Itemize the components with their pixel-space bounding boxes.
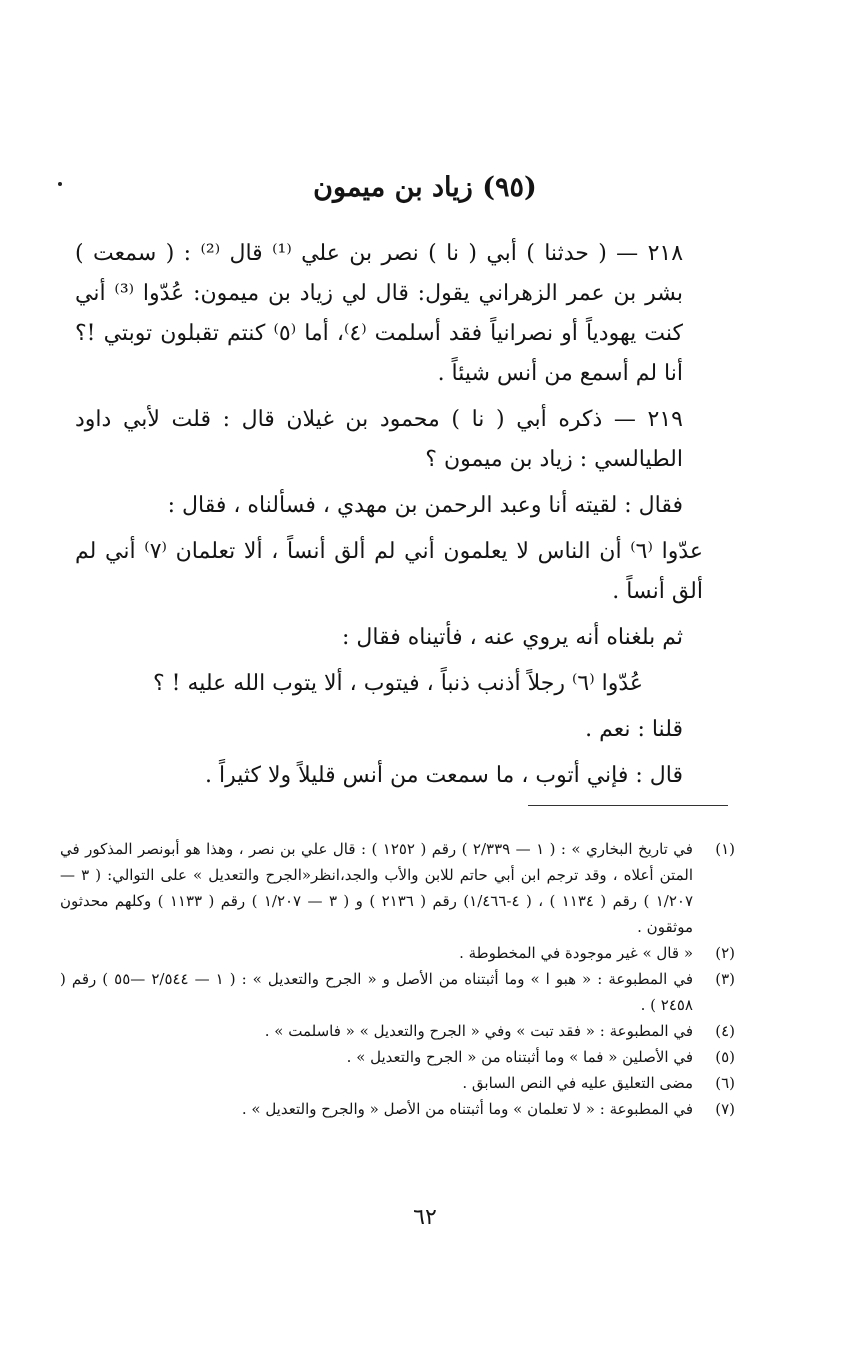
footnote-item <box>60 1018 735 1044</box>
footnote-text: في المطبوعة : « لا تعلمان » وما أثبتناه من الأصل « والجرح والتعديل » . <box>241 1100 693 1118</box>
footnote-item <box>60 1096 735 1122</box>
main-text <box>75 234 703 802</box>
footnote-number: (٣) <box>715 970 735 988</box>
footnote-text: في المطبوعة : « هبو ا » وما أثبتناه من الأصل و « الجرح والتعديل » : ( ١ — ٢/٥٤٤ —٥٥ ) رقم ( ٢٤٥٨ ) . <box>60 970 694 1014</box>
paragraph-answer: فقال : لقيته أنا وعبد الرحمن بن مهدي ، فسألناه ، فقال : <box>167 493 683 518</box>
paragraph-219: ٢١٩ — ذكره أبي ( نا ) محمود بن غيلان قال : قلت لأبي داود الطيالسي : زياد بن ميمون ؟ <box>75 407 683 472</box>
footnote-item <box>60 1070 735 1096</box>
footnote-text: في تاريخ البخاري » : ( ١ — ٢/٣٣٩ ) رقم ( ١٢٥٢ ) : قال علي بن نصر ، وهذا هو أبونصر المذكور في المتن أعلاه ، وقد ترجم ابن أبي حاتم للابن والأب والجد،انظر«الجرح والتعديل » على التوالي: ( ٣ — ١/٢٠٧ ) رقم ( ١١٣٤ ) ، ( ٤-١/٤٦٦) رقم ( ٢١٣٦ ) و ( ٣ — ١/٢٠٧ ) رقم ( ١١٣٣ ) وكلهم محدثون موثقون . <box>60 840 693 936</box>
footnote-number: (١) <box>715 840 735 858</box>
section-heading: (٩٥) زياد بن ميمون <box>313 172 537 203</box>
footnote-text: في الأصلين « فما » وما أثبتناه من « الجرح والتعديل » . <box>346 1048 693 1066</box>
footnote-text: في المطبوعة : « فقد تبت » وفي « الجرح والتعديل » « فاسلمت » . <box>264 1022 693 1040</box>
footnote-text: « قال » غير موجودة في المخطوطة . <box>459 944 693 962</box>
footnote-number: (٧) <box>715 1100 735 1118</box>
footnote-text: مضى التعليق عليه في النص السابق . <box>462 1074 693 1092</box>
footnote-item <box>60 940 735 966</box>
footnote-number: (٥) <box>715 1048 735 1066</box>
footnote-number: (٦) <box>715 1074 735 1092</box>
footnote-item <box>60 966 735 1018</box>
page-number: ٦٢ <box>413 1205 437 1230</box>
footnote-item <box>60 836 735 940</box>
footnote-number: (٢) <box>715 944 735 962</box>
paragraph-final: قال : فإني أتوب ، ما سمعت من أنس قليلاً ولا كثيراً . <box>204 763 683 788</box>
footnote-separator <box>528 805 728 806</box>
footnote-number: (٤) <box>715 1022 735 1040</box>
paragraph-218: ٢١٨ — ( حدثنا ) أبي ( نا ) نصر بن علي ⁽¹⁾ قال ⁽²⁾ : ( سمعت ) بشر بن عمر الزهراني يقول: قال لي زياد بن ميمون: عُدّوا ⁽³⁾ أني كنت يهودياً أو نصرانياً فقد أسلمت ⁽٤⁾، أما ⁽٥⁾ كنتم تقبلون توبتي !؟أنا لم أسمع من أنس شيئاً . <box>75 241 684 386</box>
paragraph-quote-2: عُدّوا ⁽٦⁾ رجلاً أذنب ذنباً ، فيتوب ، ألا يتوب الله عليه ! ؟ <box>152 671 643 696</box>
footnote-item <box>60 1044 735 1070</box>
paragraph-report: ثم بلغناه أنه يروي عنه ، فأتيناه فقال : <box>342 625 683 650</box>
paragraph-quote-1: عدّوا ⁽٦⁾ أن الناس لا يعلمون أني لم ألق أنساً ، ألا تعلمان ⁽٧⁾ أني لم ألق أنساً . <box>75 539 704 604</box>
footnotes <box>60 836 735 1122</box>
paragraph-reply: قلنا : نعم . <box>585 717 683 742</box>
